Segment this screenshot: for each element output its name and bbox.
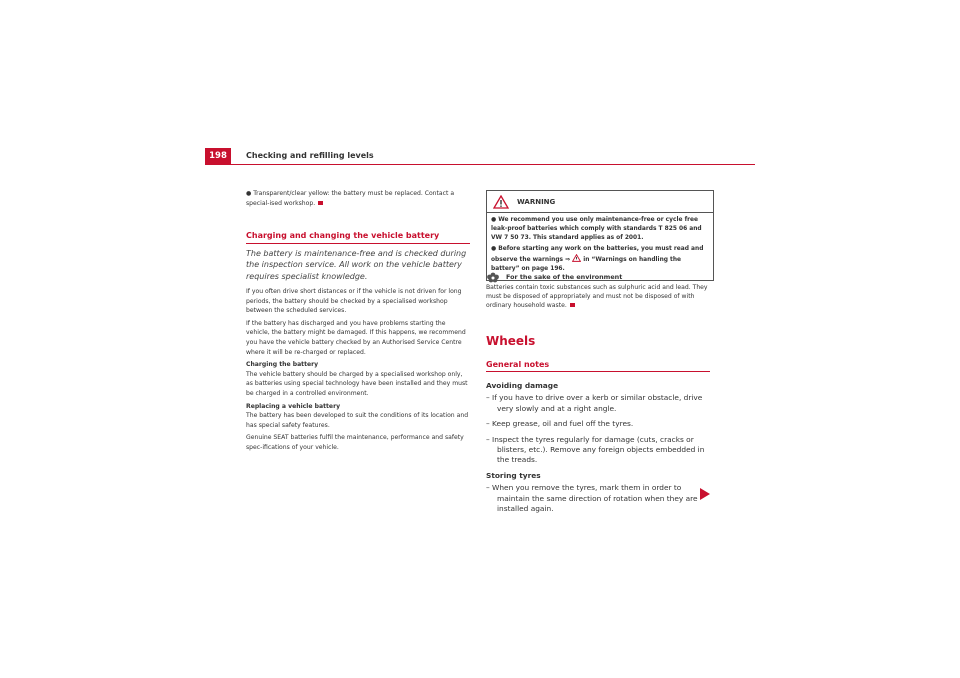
warning-body bbox=[487, 213, 713, 280]
environment-note bbox=[486, 271, 712, 310]
general-notes-heading: General notes bbox=[486, 360, 710, 372]
environment-heading: For the sake of the environment bbox=[486, 271, 712, 283]
wheels-title: Wheels bbox=[486, 334, 536, 348]
subheading: Storing tyres bbox=[486, 470, 541, 480]
warning-item: ● Before starting any work on the batteries, you must read and observe the warnings ⇒ in “Warnings on handling the battery” on page 196. bbox=[491, 246, 704, 272]
left-column bbox=[246, 189, 470, 456]
environment-text: Batteries contain toxic substances such as sulphuric acid and lead. They must be disposed of appropriately and must not be disposed of with ordinary household waste. bbox=[486, 284, 708, 309]
subheading: Avoiding damage bbox=[486, 381, 559, 390]
subheading: Replacing a vehicle battery bbox=[246, 402, 341, 410]
paragraph: The vehicle battery should be charged by a specialised workshop only, as batteries using special technology have been installed and they must be charged in a controlled environment. bbox=[246, 370, 468, 397]
paragraph: If the battery has discharged and you have problems starting the vehicle, the battery might be damaged. If this happens, we recommend you have the vehicle battery checked by an Authorised Service Centre where it will be re-charged or replaced. bbox=[246, 319, 466, 356]
list-item: – When you remove the tyres, mark them in order to maintain the same direction of rotation when they are installed again. bbox=[486, 483, 698, 514]
warning-item: ● We recommend you use only maintenance-free or cycle free leak-proof batteries which comply with standards T 825 06 and VW 7 50 73. This standard applies as of 2001. bbox=[491, 217, 702, 241]
list-item: – If you have to drive over a kerb or similar obstacle, drive very slowly and at a right angle. bbox=[486, 393, 703, 413]
continue-arrow-icon bbox=[699, 487, 711, 501]
warning-header bbox=[487, 191, 713, 213]
paragraph: The battery has been developed to suit the conditions of its location and has special safety features. bbox=[246, 412, 469, 429]
section-end-icon bbox=[570, 303, 575, 307]
wheels-body bbox=[486, 381, 712, 519]
list-item: – Keep grease, oil and fuel off the tyres. bbox=[486, 419, 634, 429]
bullet-item: ● Transparent/clear yellow: the battery must be replaced. Contact a special-ised workshop. bbox=[246, 190, 455, 207]
section-end-icon bbox=[318, 201, 323, 205]
section-intro: The battery is maintenance-free and is checked during the inspection service. All work on the vehicle battery requires specialist knowledge. bbox=[246, 248, 467, 281]
header-rule bbox=[205, 164, 755, 165]
subheading: Charging the battery bbox=[246, 361, 319, 369]
paragraph: Genuine SEAT batteries fulfil the maintenance, performance and safety spec-ifications of your vehicle. bbox=[246, 434, 464, 451]
page-number: 198 bbox=[205, 148, 231, 164]
reference-arrow-icon: ⇒ bbox=[565, 257, 571, 264]
bullet-icon: ● bbox=[246, 190, 252, 197]
warning-triangle-icon bbox=[493, 195, 509, 209]
bullet-icon: ● bbox=[491, 217, 497, 223]
chapter-title: Checking and refilling levels bbox=[246, 151, 374, 160]
bullet-icon: ● bbox=[491, 246, 497, 253]
warning-title: WARNING bbox=[517, 197, 556, 206]
environment-flower-icon bbox=[486, 271, 500, 283]
section-heading: Charging and changing the vehicle battery bbox=[246, 231, 470, 244]
warning-box bbox=[486, 190, 714, 281]
list-item: – Inspect the tyres regularly for damage (cuts, cracks or blisters, etc.). Remove any foreign objects embedded in the treads. bbox=[486, 434, 705, 465]
warning-triangle-small-icon bbox=[572, 254, 581, 262]
paragraph: If you often drive short distances or if the vehicle is not driven for long periods, the battery should be checked by a specialised workshop between the scheduled services. bbox=[246, 288, 462, 315]
